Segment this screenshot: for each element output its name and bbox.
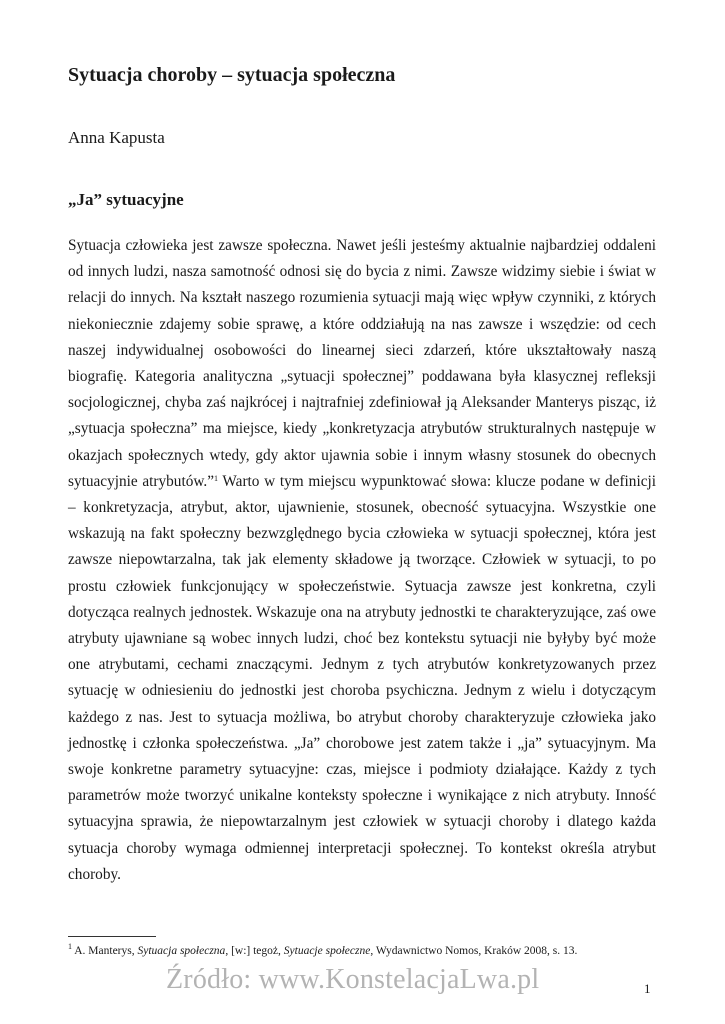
section-heading: „Ja” sytuacyjne [68,190,184,209]
body-paragraph [68,233,656,888]
footnote-title-2: Sytuacje społeczne [283,945,371,957]
paragraph-text-part-2: Warto w tym miejscu wypunktować słowa: klucze podane w definicji – konkretyzacja, atrybut, aktor, ujawnienie, stosunek, obecność sytuacyjna. Wszystkie one wskazują na fakt społeczny bezwzględnego bycia człowieka w sytuacji społecznej, która jest zawsze niepowtarzalna, tak jak elementy składowe ją tworzące. Człowiek w sytuacji, to po prostu człowiek funkcjonujący w społeczeństwie. Sytuacja zawsze jest konkretna, czyli dotycząca realnych jednostek. Wskazuje ona na atrybuty jednostki te charakteryzujące, zaś owe atrybuty ujawniane są wobec innych ludzi, choć bez kontekstu sytuacji nie byłyby być może one atrybutami, cechami znaczącymi. Jednym z tych atrybutów konkretyzowanych przez sytuację w odniesieniu do jednostki jest choroba psychiczna. Jednym z wielu i dotyczącym każdego z nas. Jest to sytuacja możliwa, bo atrybut choroby charakteryzuje człowieka jako jednostkę i członka społeczeństwa. „Ja” chorobowe jest zatem także i „ja” sytuacyjnym. Ma swoje konkretne parametry sytuacyjne: czas, miejsce i podmioty działające. Każdy z tych parametrów może tworzyć unikalne konteksty społeczne i wynikające z nich atrybuty. Inność sytuacyjna sprawia, że niepowtarzalnym jest człowiek w sytuacji choroby i dlatego każda sytuacja choroby wymaga odmiennej interpretacji społecznej. To kontekst określa atrybut choroby. [68,472,656,883]
document-title: Sytuacja choroby – sytuacja społeczna [68,64,396,86]
footnote-reference[interactable]: 1 [214,473,219,483]
footnote-title-1: Sytuacja społeczna [137,945,226,957]
page-number: 1 [644,981,651,996]
footnote-number: 1 [68,942,72,951]
footnote-text-2: , [w:] tegoż, [225,945,284,957]
footnote-separator [68,936,156,937]
author-name: Anna Kapusta [68,128,165,147]
footnote-text-3: , Wydawnictwo Nomos, Kraków 2008, s. 13. [370,945,578,957]
footnote [68,944,668,958]
paragraph-text-part-1: Sytuacja człowieka jest zawsze społeczna. Nawet jeśli jesteśmy aktualnie najbardziej oddaleni od innych ludzi, nasza samotność odnosi się do bycia z nimi. Zawsze widzimy siebie i świat w relacji do innych. Na kształt naszego rozumienia sytuacji mają więc wpływ czynniki, z których niekoniecznie zdajemy sobie sprawę, a które oddziałują na nas zawsze i wszędzie: od cech naszej indywidualnej osobowości do linearnej sieci zdarzeń, które ukształtowały naszą biografię. Kategoria analityczna „sytuacji społecznej” poddawana była klasycznej refleksji socjologicznej, chyba zaś najkrócej i najtrafniej zdefiniował ją Aleksander Manterys pisząc, iż „sytuacja społeczna” ma miejsce, kiedy „konkretyzacja atrybutów strukturalnych następuje w okazjach społecznych wtedy, gdy aktor ujawnia sobie i innym własny stosunek do obecnych sytuacyjnie atrybutów.” [68,237,656,490]
source-watermark: Źródło: www.KonstelacjaLwa.pl [166,964,540,995]
footnote-text-1: A. Manterys, [72,945,138,957]
